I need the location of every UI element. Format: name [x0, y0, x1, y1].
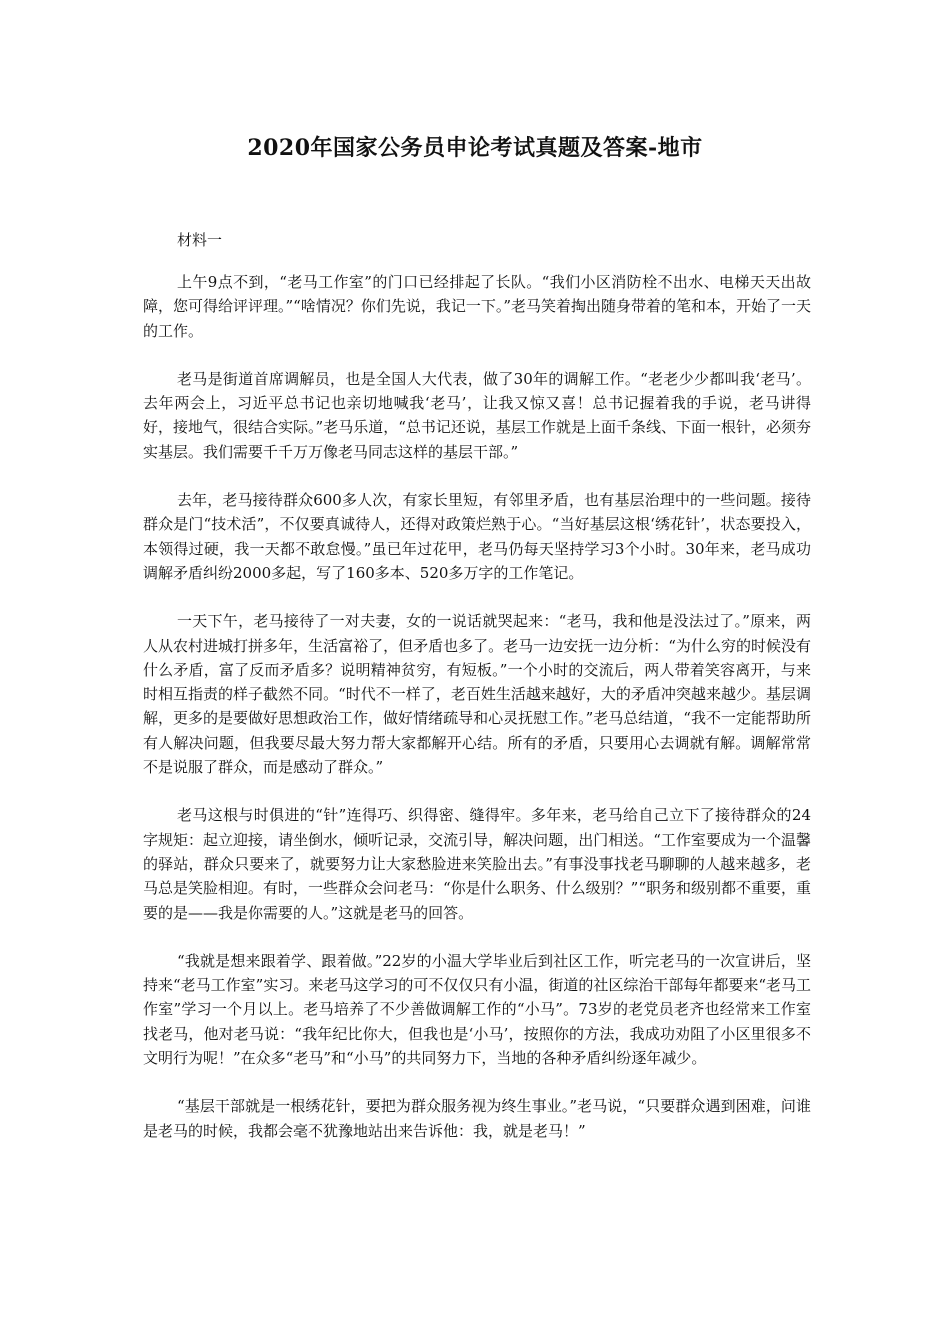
paragraph: 上午9点不到，“老马工作室”的门口已经排起了长队。“我们小区消防栓不出水、电梯天天出故障，您可得给评评理。”“啥情况？你们先说，我记一下。”老马笑着掏出随身带着的笔和本，开始了一天的工作。	[143, 273, 812, 340]
document-body	[143, 270, 811, 1167]
paragraph: 去年，老马接待群众600多人次，有家长里短，有邻里矛盾，也有基层治理中的一些问题。接待群众是门“技术活”，不仅要真诚待人，还得对政策烂熟于心。“当好基层这根‘绣花针’，状态要投入，本领得过硬，我一天都不敢怠慢。”虽已年过花甲，老马仍每天坚持学习3个小时。30年来，老马成功调解矛盾纠纷2000多起，写了160多本、520多万字的工作笔记。	[143, 491, 811, 582]
paragraph: 老马是街道首席调解员，也是全国人大代表，做了30年的调解工作。“老老少少都叫我‘老马’。去年两会上，习近平总书记也亲切地喊我‘老马’，让我又惊又喜！总书记握着我的手说，老马讲得好，接地气，很结合实际。”老马乐道，“总书记还说，基层工作就是上面千条线、下面一根针，必须夯实基层。我们需要千千万万像老马同志这样的基层干部。”	[143, 369, 811, 461]
paragraph: “我就是想来跟着学、跟着做。”22岁的小温大学毕业后到社区工作，听完老马的一次宣讲后，坚持来“老马工作室”实习。来老马这学习的可不仅仅只有小温，街道的社区综治干部每年都要来“老马工作室”学习一个月以上。老马培养了不少善做调解工作的“小马”。73岁的老党员老齐也经常来工作室找老马，他对老马说：“我年纪比你大，但我也是‘小马’，按照你的方法，我成功劝阻了小区里很多不文明行为呢！”在众多“老马”和“小马”的共同努力下，当地的各种矛盾纠纷逐年减少。	[143, 951, 812, 1068]
paragraph: “基层干部就是一根绣花针，要把为群众服务视为终生事业。”老马说，“只要群众遇到困难，问谁是老马的时候，我都会毫不犹豫地站出来告诉他：我，就是老马！”	[143, 1097, 811, 1140]
document-title: 2020年国家公务员申论考试真题及答案-地市	[247, 135, 703, 161]
section-label: 材料一	[177, 231, 223, 249]
paragraph: 老马这根与时俱进的“针”连得巧、织得密、缝得牢。多年来，老马给自己立下了接待群众的24字规矩：起立迎接，请坐倒水，倾听记录，交流引导，解决问题，出门相送。“工作室要成为一个温馨的驿站，群众只要来了，就要努力让大家愁脸进来笑脸出去。”有事没事找老马聊聊的人越来越多，老马总是笑脸相迎。有时，一些群众会问老马：“你是什么职务、什么级别？”“职务和级别都不重要，重要的是——我是你需要的人。”这就是老马的回答。	[143, 806, 812, 922]
paragraph: 一天下午，老马接待了一对夫妻，女的一说话就哭起来：“老马，我和他是没法过了。”原来，两人从农村进城打拼多年，生活富裕了，但矛盾也多了。老马一边安抚一边分析：“为什么穷的时候没有什么矛盾，富了反而矛盾多？说明精神贫穷，有短板。”一个小时的交流后，两人带着笑容离开，与来时相互指责的样子截然不同。“时代不一样了，老百姓生活越来越好，大的矛盾冲突越来越少。基层调解，更多的是要做好思想政治工作，做好情绪疏导和心灵抚慰工作。”老马总结道，“我不一定能帮助所有人解决问题，但我要尽最大努力帮大家都解开心结。所有的矛盾，只要用心去调就有解。调解常常不是说服了群众，而是感动了群众。”	[143, 612, 811, 777]
